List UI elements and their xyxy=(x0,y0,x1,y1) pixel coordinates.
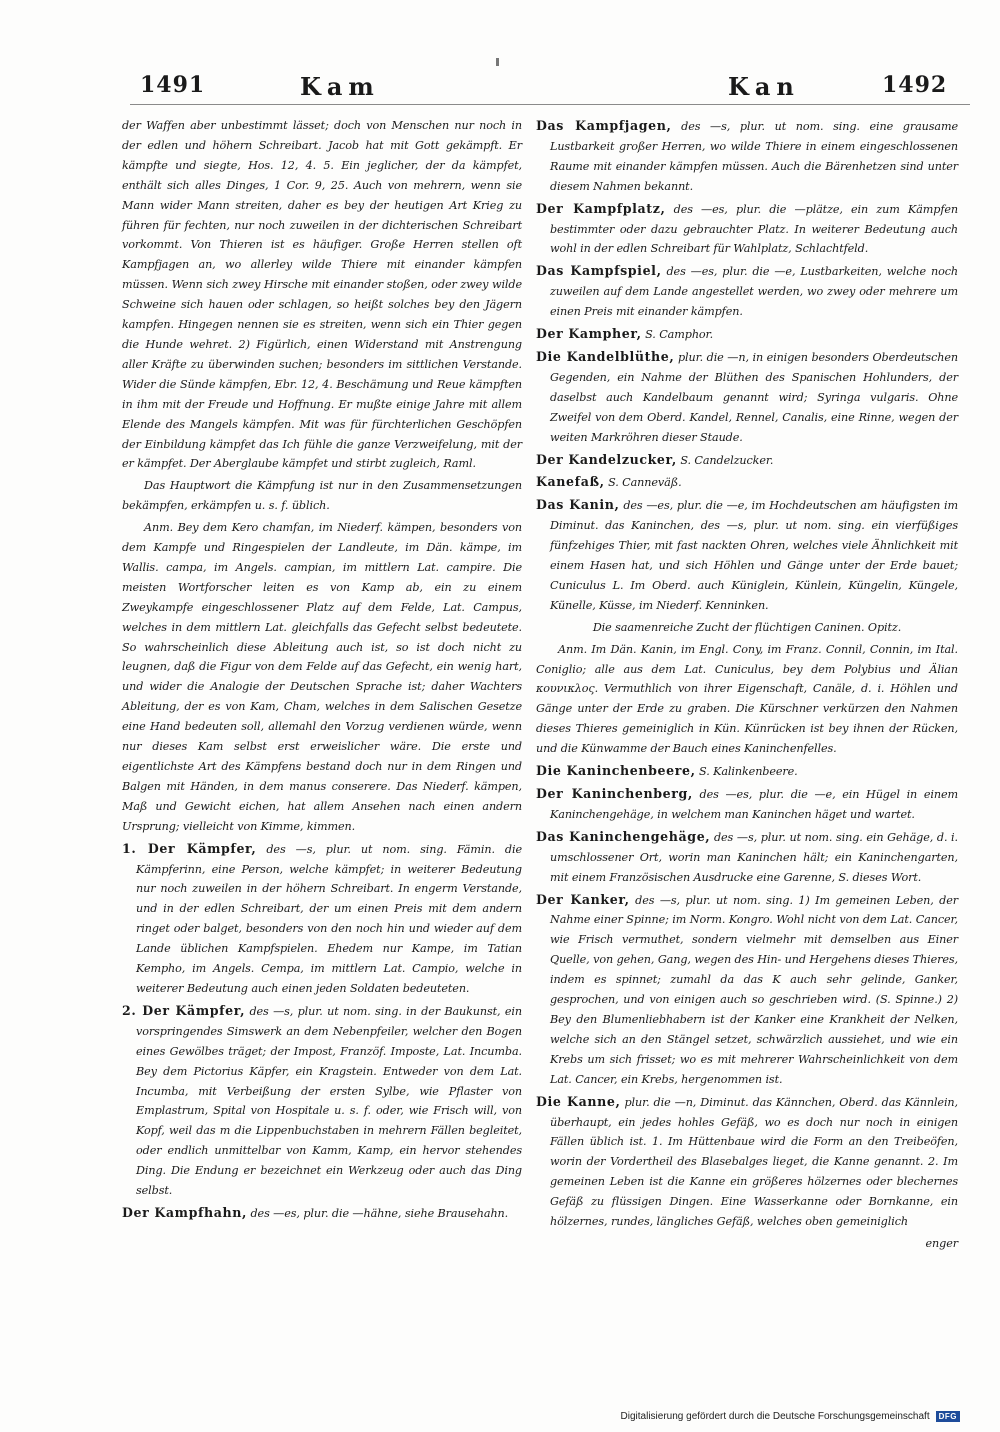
dictionary-entry xyxy=(536,890,958,1090)
entry-text: des —s, plur. ut nom. sing. ein Gehäge, d. i. umschlossener Ort, worin man Kaninchen hält; ein Kaninchengarten, mit einem Französischen Ausdrucke eine Garenne, S. dieses Wort. xyxy=(550,830,958,884)
entry-text: des —s, plur. ut nom. sing. in der Baukunst, ein vorspringendes Simswerk an dem Nebenpfeiler, welcher den Bogen eines Gewölbes träget; der Impost, Franzöf. Imposte, Lat. Incumba. Bey dem Pictorius Käpfer, ein Kragstein. Entweder von dem Lat. Incumba, mit Verbeißung der ersten Sylbe, wie Pflaster von Emplastrum, Spital von Hospitale u. s. f. oder, wie Frisch will, von Kopf, weil das m die Lippenbuchstaben in mehrern Fällen begleitet, oder endlich unmittelbar von Kamm, Kamp, ein hervor stehendes Ding. Die Endung er bezeichnet ein Werkzeug oder auch das Ding selbst. xyxy=(136,1004,522,1198)
header-rule xyxy=(130,104,970,105)
dictionary-entry xyxy=(536,116,958,197)
entry-headword: 2. Der Kämpfer, xyxy=(122,1002,246,1018)
dictionary-entry xyxy=(536,784,958,825)
entry-text: S. Canneväß. xyxy=(608,476,682,490)
dictionary-entry xyxy=(122,1001,522,1201)
left-running-keyword: Kam xyxy=(300,72,380,101)
entry-headword: Die Kanne, xyxy=(536,1093,621,1109)
entry-text: Anm. Bey dem Kero chamfan, im Niederf. kämpen, besonders von dem Kampfe und Ringespielen der Landleute, im Dän. kämpe, im Wallis. campa, im Angels. campian, im mittlern Lat. campire. Die meisten Wortforscher leiten es von Kamp ab, ein zu einem Zweykampfe eingeschlossener Platz auf dem Felde, Lat. Campus, welches in dem mittlern Lat. gleichfalls das Gefecht selbst bedeutete. So wahrscheinlich diese Ableitung auch ist, so ist doch nicht zu leugnen, daß die Figur von dem Felde auf das Gefecht, ein wenig hart, und wider die Analogie der Deutschen Sprache ist; daher Wachters Ableitung, der es von Kam, Cham, welches in dem Salischen Gesetze eine Hand bedeuten soll, allemahl den Vorzug verdienen würde, wenn nur dieses Kam selbst erst erweislicher wäre. Die erste und eigentlichste Art des Kämpfens bestand doch nur in dem Ringen und Balgen mit Händen, in dem manus conserere. Das Niederf. kämpen, Maß und Gewicht eichen, hat allem Ansehen nach einen andern Ursprung; vielleicht von Kimme, kimmen. xyxy=(122,521,522,833)
entry-paragraph xyxy=(122,476,522,516)
entry-text: des —es, plur. die —hähne, siehe Brausehahn. xyxy=(250,1206,509,1220)
entry-text: des —s, plur. ut nom. sing. Fämin. die Kämpferinn, eine Person, welche kämpfet; in weiterer Bedeutung nur noch zuweilen in der höhern Schreibart. In engerm Verstande, und in der edlen Schreibart, der um einen Preis mit dem andern ringet oder balget, besonders von den noch hin und wieder auf dem Lande üblichen Kampfspielen. Ehedem nur Kampe, im Tatian Kempho, im Angels. Cempa, im mittlern Lat. Campio, welche in weiterer Bedeutung auch einen jeden Soldaten bedeuteten. xyxy=(136,842,522,995)
entry-paragraph xyxy=(536,1234,958,1254)
entry-headword: Der Kandelzucker, xyxy=(536,451,677,467)
right-column xyxy=(536,116,958,1256)
entry-headword: Das Kanin, xyxy=(536,497,620,513)
dictionary-entry xyxy=(122,1203,522,1224)
entry-headword: Das Kampfjagen, xyxy=(536,118,672,133)
entry-text: des —es, plur. die —e, Lustbarkeiten, welche noch zuweilen auf dem Lande angestellet werden, wo zwey oder mehrere um einen Preis mit einander kämpfen. xyxy=(550,265,958,319)
entry-headword: Das Kampfspiel, xyxy=(536,263,662,279)
dictionary-entry xyxy=(536,495,958,615)
entry-text: des —es, plur. die —plätze, ein zum Kämpfen bestimmter oder dazu gebrauchter Platz. In weiterer Bedeutung auch wohl in der edlen Schreibart für Wahlplatz, Schlachtfeld. xyxy=(550,202,958,256)
entry-text: des —s, plur. ut nom. sing. 1) Im gemeinen Leben, der Nahme einer Spinne; im Norm. Kongro. Wohl nicht von dem Lat. Cancer, wie Frisch vermuthet, sondern vielmehr mit demselben aus Einer Quelle, von gehen, Gang, wegen des Hin- und Hergehens dieses Thieres, indem es spinnet; zumahl da das K auch sehr gelinde, Ganker, gesprochen, und von einigen auch so geschrieben wird. (S. Spinne.) 2) Bey den Blumenliebhabern ist der Kanker eine Krankheit der Nelken, welche sich an den Stängel setzet, schwärzlich aussiehet, und wie ein Krebs um sich frisset; wo es mit mehrerer Wahrscheinlichkeit von dem Lat. Cancer, ein Krebs, hergenommen ist. xyxy=(550,893,958,1086)
entry-paragraph xyxy=(536,640,958,759)
gutter-mark xyxy=(496,58,499,66)
entry-headword: Das Kaninchengehäge, xyxy=(536,828,711,844)
dictionary-entry xyxy=(536,472,958,493)
entry-text: S. Camphor. xyxy=(645,328,714,342)
right-running-keyword: Kan xyxy=(728,72,800,101)
entry-text: plur. die —n, Diminut. das Kännchen, Oberd. das Kännlein, überhaupt, ein jedes hohles Gefäß, wo es doch nur noch in einigen Fällen üblich ist. 1. Im Hüttenbaue wird die Form an den Treibeöfen, worin der Vordertheil des Blasebalges lieget, die Kanne genannt. 2. Im gemeinen Leben ist die Kanne ein größeres hölzernes oder blechernes Gefäß zu flüssigen Dingen. Eine Wasserkanne oder Bornkanne, ein hölzernes, rundes, längliches Gefäß, welches oben gemeiniglich xyxy=(550,1095,958,1229)
entry-headword: Der Kaninchenberg, xyxy=(536,786,693,801)
dictionary-entry xyxy=(536,324,958,345)
entry-text: Das Hauptwort die Kämpfung ist nur in den Zusammensetzungen bekämpfen, erkämpfen u. s. f. üblich. xyxy=(122,479,522,513)
entry-text: S. Kalinkenbeere. xyxy=(699,765,798,779)
dictionary-entry xyxy=(536,1092,958,1232)
dictionary-entry xyxy=(536,450,958,471)
entry-headword: Die Kaninchenbeere, xyxy=(536,763,696,779)
left-column xyxy=(122,116,522,1226)
dictionary-entry xyxy=(536,347,958,448)
dictionary-entry xyxy=(536,261,958,322)
entry-headword: Der Kampfhahn, xyxy=(122,1204,248,1220)
entry-paragraph xyxy=(122,518,522,837)
footer-text: Digitalisierung gefördert durch die Deutsche Forschungsgemeinschaft xyxy=(620,1411,930,1422)
dictionary-entry xyxy=(536,199,958,260)
entry-headword: Die Kandelblüthe, xyxy=(536,348,675,364)
right-page-number: 1492 xyxy=(882,72,948,98)
dictionary-entry xyxy=(536,761,958,782)
entry-text: Anm. Im Dän. Kanin, im Engl. Cony, im Franz. Connil, Connin, im Ital. Coniglio; alle aus dem Lat. Cuniculus, bey dem Polybius und Älian κουνικλος. Vermuthlich von ihrer Eigenschaft, Canäle, d. i. Höhlen und Gänge unter der Erde zu graben. Die Kürschner verkürzen den Nahmen dieses Thieres gemeiniglich in Kün. Künrücken ist bey ihnen der Rücken, und die Künwamme der Bauch eines Kaninchenfelles. xyxy=(536,642,958,756)
entry-text: Die saamenreiche Zucht der flüchtigen Caninen. Opitz. xyxy=(592,620,902,634)
entry-headword: Der Kampfplatz, xyxy=(536,200,666,216)
entry-text: plur. die —n, in einigen besonders Oberdeutschen Gegenden, ein Nahme der Blüthen des Spanischen Hohlunders, der daselbst auch Kandelbaum genannt wird; Syringa vulgaris. Ohne Zweifel von dem Oberd. Kandel, Rennel, Canalis, eine Rinne, wegen der weiten Markröhren dieser Staude. xyxy=(550,350,958,444)
entry-text: des —es, plur. die —e, ein Hügel in einem Kaninchengehäge, in welchem man Kaninchen häget und wartet. xyxy=(550,788,958,821)
entry-headword: Der Kanker, xyxy=(536,891,630,907)
entry-text: der Waffen aber unbestimmt lässet; doch von Menschen nur noch in der edlen und höhern Schreibart. Jacob hat mit Gott gekämpft. Er kämpfte und siegte, Hos. 12, 4. 5. Ein jeglicher, der da kämpfet, enthält sich alles Dinges, 1 Cor. 9, 25. Auch von mehrern, wenn sie Mann wider Mann streiten, daher es bey der heutigen Art Krieg zu führen für fechten, nur noch zuweilen in der dichterischen Schreibart vorkommt. Von Thieren ist es häufiger. Große Herren stellen oft Kampfjagen an, wo allerley wilde Thiere mit einander kämpfen müssen. Wenn sich zwey Hirsche mit einander stoßen, oder zwey wilde Schweine sich hauen oder schlagen, so heißt solches bey den Jägern kampfen. Hingegen nennen sie es streiten, wenn sich ein Thier gegen die Hunde wehret. 2) Figürlich, einen Widerstand mit Anstrengung aller Kräfte zu überwinden suchen; besonders im sittlichen Verstande. Wider die Sünde kämpfen, Ebr. 12, 4. Beschämung und Reue kämpften in ihm mit der Freude und Hoffnung. Er mußte einige Jahre mit allem Elende des Mangels kämpfen. Mit was für fürchterlichen Geschöpfen der Einbildung kämpfet das Ich fühle die ganze Verzweifelung, mit der er kämpfet. Der Aberglaube kämpfet und stirbt zugleich, Raml. xyxy=(122,119,522,471)
entry-text: des —es, plur. die —e, im Hochdeutschen am häufigsten im Diminut. das Kaninchen, des —s, plur. ut nom. sing. ein vierfüßiges fünfzehiges Thier, mit fast nackten Ohren, welches viele Ähnlichkeit mit einem Hasen hat, und sich Höhlen und Gänge unter der Erde bauet; Cuniculus L. Im Oberd. auch Küniglein, Künlein, Küngelin, Küngele, Künelle, Küsse, im Niederf. Kenninken. xyxy=(550,499,958,612)
entry-paragraph xyxy=(536,618,958,638)
dictionary-entry xyxy=(122,839,522,999)
entry-text: S. Candelzucker. xyxy=(680,453,774,467)
entry-headword: Kanefaß, xyxy=(536,474,605,490)
entry-text: enger xyxy=(925,1236,958,1250)
entry-paragraph xyxy=(122,116,522,474)
entry-headword: 1. Der Kämpfer, xyxy=(122,840,257,856)
left-page-number: 1491 xyxy=(140,72,206,98)
entry-headword: Der Kampher, xyxy=(536,326,642,342)
dfg-logo-badge: DFG xyxy=(936,1411,960,1422)
digitization-footer xyxy=(621,1411,960,1422)
dictionary-entry xyxy=(536,827,958,888)
entry-text: des —s, plur. ut nom. sing. eine grausame Lustbarkeit großer Herren, wo wilde Thiere in einem eingeschlossenen Raume mit einander kämpfen müssen. Auch die Bärenhetzen sind unter diesem Nahmen bekannt. xyxy=(550,120,958,193)
